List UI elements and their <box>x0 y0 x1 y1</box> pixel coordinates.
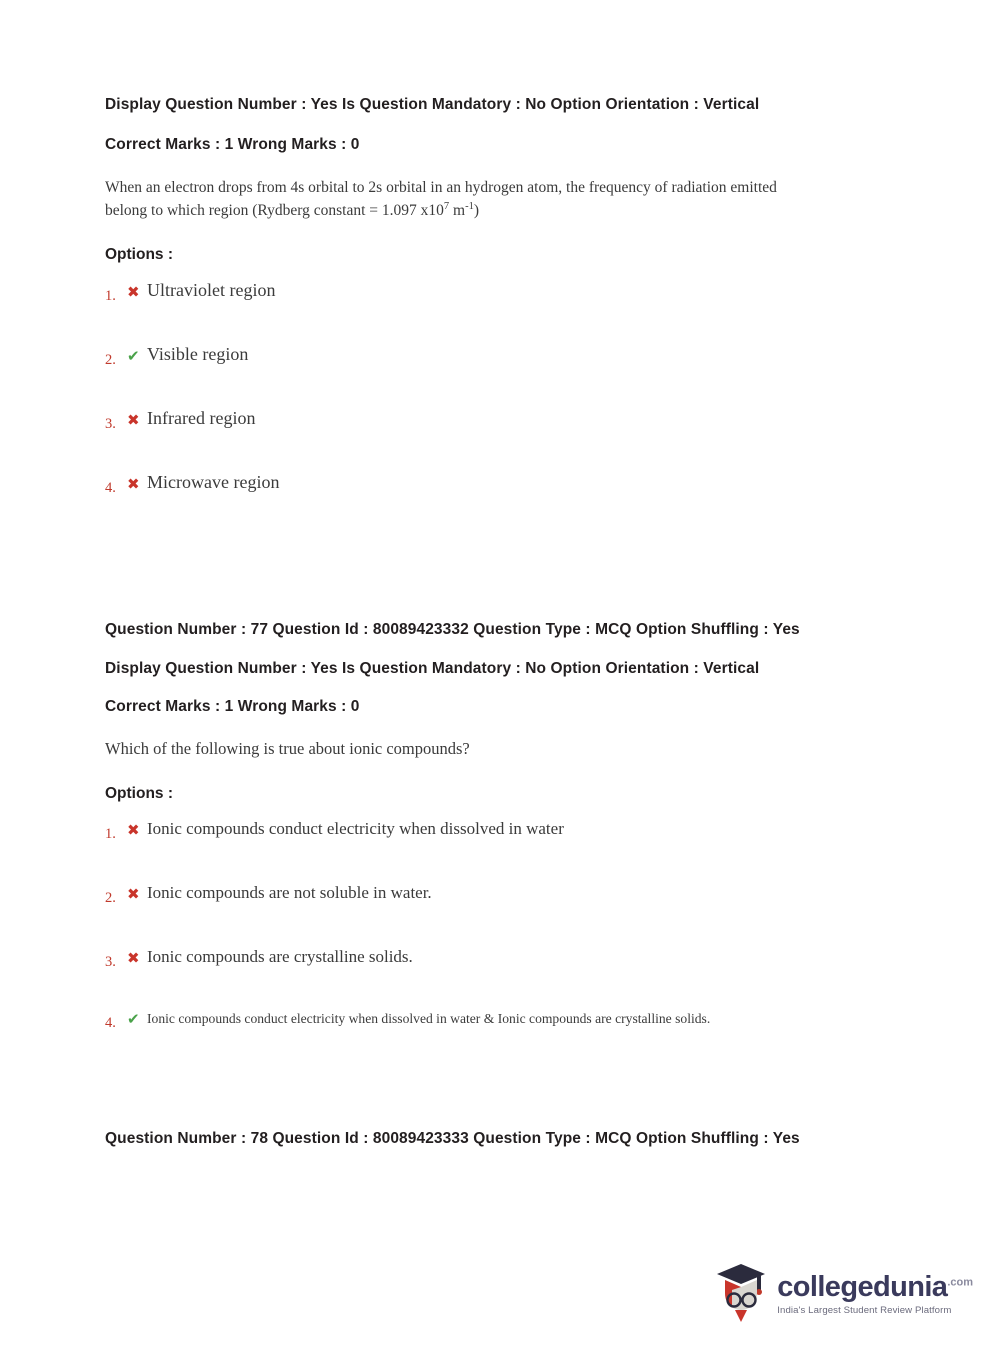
option-row <box>105 945 896 1009</box>
options-label: Options : <box>105 246 174 264</box>
question-stem-line2-mid: m <box>449 202 466 220</box>
cross-icon: ✖ <box>127 886 140 904</box>
question-stem-sup-minus1: -1 <box>465 201 474 212</box>
option-number: 3. <box>105 954 116 971</box>
option-number: 1. <box>105 826 116 843</box>
question-stem-line1: When an electron drops from 4s orbital to 2s orbital in an hydrogen atom, the frequency of radiation emitted <box>105 178 777 196</box>
question-meta-display: Display Question Number : Yes Is Question Mandatory : No Option Orientation : Vertical <box>105 659 760 677</box>
question-stem: Which of the following is true about ionic compounds? <box>105 738 470 758</box>
cross-icon: ✖ <box>127 412 140 430</box>
option-number: 2. <box>105 352 116 369</box>
question-meta-marks: Correct Marks : 1 Wrong Marks : 0 <box>105 698 360 716</box>
question-block-76 <box>105 95 896 534</box>
brand-suffix: .com <box>947 1276 973 1289</box>
option-row <box>105 817 896 881</box>
option-row <box>105 342 896 406</box>
options-label: Options : <box>105 785 174 803</box>
cross-icon: ✖ <box>127 284 140 302</box>
option-text: Ionic compounds conduct electricity when dissolved in water <box>147 819 564 839</box>
option-number: 3. <box>105 416 116 433</box>
option-text: Ionic compounds are crystalline solids. <box>147 947 413 967</box>
block-spacer <box>105 534 896 620</box>
option-row <box>105 278 896 342</box>
question-meta-marks: Correct Marks : 1 Wrong Marks : 0 <box>105 136 360 154</box>
question-stem-line2-post: ) <box>473 202 479 220</box>
cross-icon: ✖ <box>127 950 140 968</box>
question-block-77 <box>105 620 896 1073</box>
question-stem-sup-7: 7 <box>443 201 450 212</box>
question-meta-header: Question Number : 77 Question Id : 80089423332 Question Type : MCQ Option Shuffling : Yes <box>105 621 800 639</box>
brand-tagline: India's Largest Student Review Platform <box>777 1305 952 1316</box>
option-row <box>105 470 896 534</box>
option-number: 2. <box>105 890 116 907</box>
option-number: 4. <box>105 1015 116 1032</box>
check-icon: ✔ <box>127 1011 140 1029</box>
option-text: Infrared region <box>147 408 256 429</box>
option-row <box>105 406 896 470</box>
option-text: Microwave region <box>147 472 280 493</box>
brand-name-text: collegedunia <box>777 1271 948 1303</box>
option-row <box>105 881 896 945</box>
option-number: 4. <box>105 480 116 497</box>
question-meta-display: Display Question Number : Yes Is Question Mandatory : No Option Orientation : Vertical <box>105 96 760 113</box>
brand-text <box>777 1273 973 1322</box>
question-stem <box>105 176 805 223</box>
question-stem-line2-pre: belong to which region (Rydberg constant = 1.097 x10 <box>105 202 444 220</box>
cross-icon: ✖ <box>127 822 140 840</box>
block-spacer <box>105 1073 896 1129</box>
question-block-78 <box>105 1129 896 1148</box>
collegedunia-watermark <box>713 1260 973 1322</box>
check-icon: ✔ <box>127 348 140 366</box>
cross-icon: ✖ <box>127 476 140 494</box>
question-meta-header: Question Number : 78 Question Id : 80089423333 Question Type : MCQ Option Shuffling : Yes <box>105 1130 800 1148</box>
graduate-logo-icon <box>713 1260 769 1322</box>
option-text: Ultraviolet region <box>147 280 276 301</box>
option-row <box>105 1009 896 1073</box>
option-text: Visible region <box>147 344 249 365</box>
option-text: Ionic compounds are not soluble in water. <box>147 883 432 903</box>
option-text: Ionic compounds conduct electricity when dissolved in water & Ionic compounds are crystalline solids. <box>147 1011 711 1027</box>
option-number: 1. <box>105 288 116 305</box>
brand-name <box>777 1273 973 1302</box>
